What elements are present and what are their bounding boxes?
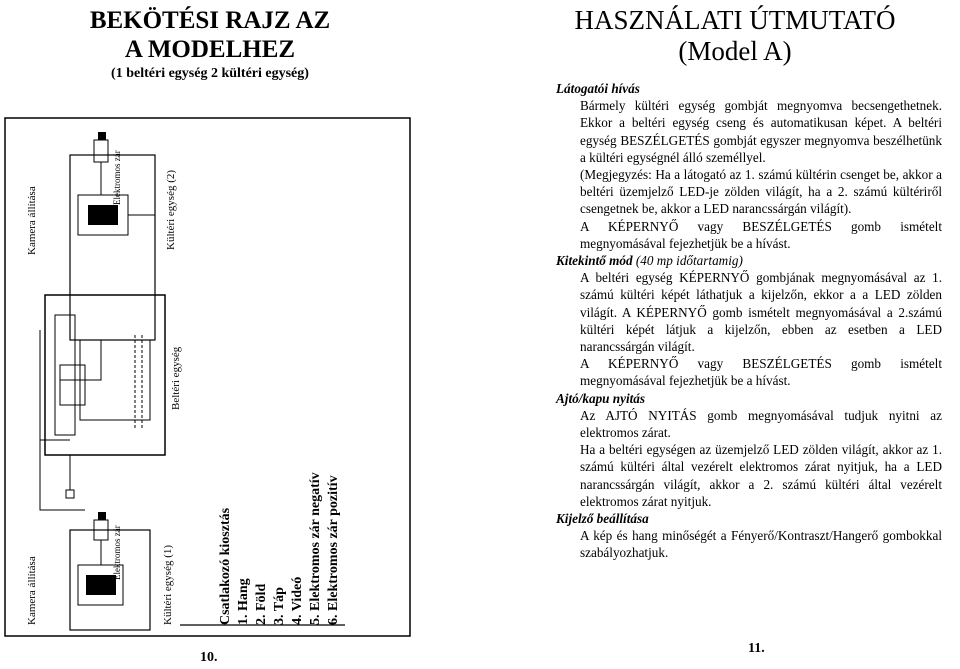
section-paragraph: A KÉPERNYŐ vagy BESZÉLGETÉS gomb ismételt megnyomásával fejezhetjük be a hívást. xyxy=(580,218,942,251)
section-heading: Kitekintő mód xyxy=(556,253,633,269)
section-visitor-call xyxy=(556,80,942,252)
manual-title: HASZNÁLATI ÚTMUTATÓ xyxy=(574,5,896,35)
label-lock-top: Elektromos zár xyxy=(112,150,122,205)
wiring-title-line-1: BEKÖTÉSI RAJZ AZ xyxy=(89,7,331,34)
label-lock-bottom: Elektromos zár xyxy=(112,525,122,580)
electric-lock-top xyxy=(94,132,108,195)
section-paragraph: Az AJTÓ NYITÁS gomb megnyomásával tudjuk nyitni az elektromos zárat. xyxy=(580,407,942,441)
page-number-right: 11. xyxy=(748,641,765,656)
wiring-title-line-2: A MODELHEZ xyxy=(124,36,296,63)
section-paragraph: A kép és hang minőségét a Fényerő/Kontraszt/Hangerő gombokkal szabályozhatjuk. xyxy=(580,528,942,561)
connector-item-5: 5. Elektromos zár negatív xyxy=(308,472,323,625)
connector-title: Csatlakozó kiosztás xyxy=(218,507,233,625)
section-heading: Látogatói hívás xyxy=(556,81,640,96)
right-page xyxy=(480,0,960,669)
wiring-drawing xyxy=(0,110,420,640)
section-paragraph: A beltéri egység KÉPERNYŐ gombjának megnyomásával az 1. számú kültéri képét láthatjuk a kijelzőn, ekkor a a LED zölden világít. A KÉPERNYŐ gomb ismételt megnyomásával a 2.számú kültéri képét látjuk a kijelzőn, ebben az esetben a LED narancssárgán világít. xyxy=(580,270,942,355)
section-heading: Kijelző beállítása xyxy=(556,511,649,527)
label-outdoor-unit-2: Kültéri egység (2) xyxy=(165,169,177,250)
connector-item-1: 1. Hang xyxy=(236,578,251,625)
page-number-left: 10. xyxy=(200,650,218,665)
indoor-unit-box xyxy=(45,295,165,455)
section-paragraph: (Megjegyzés: Ha a látogató az 1. számú kültérin csenget be, akkor a beltéri üzemjelző LED-je zölden világít, ha a 2. számú kültériről csengetnek be, akkor a LED narancssárgán világít). xyxy=(580,167,942,217)
section-heading-suffix: (40 mp időtartamig) xyxy=(632,253,743,269)
section-paragraph: Ha a beltéri egységen az üzemjelző LED zölden világít, akkor az 1. számú kültéri által vezérelt elektromos zárat nyitjuk, ha a LED narancssárgán világít, akkor a 2. számú kültéri által vezérelt elektromos zárat nyitjuk. xyxy=(580,442,942,509)
manual-subtitle: (Model A) xyxy=(678,36,792,66)
label-camera-adjust-top: Kamera állítása xyxy=(26,186,38,255)
section-heading-row xyxy=(556,252,942,269)
section-door-open xyxy=(556,390,942,510)
manual-body xyxy=(556,80,942,562)
connector-item-6: 6. Elektromos zár pozitív xyxy=(326,475,341,625)
connector-item-4: 4. Videó xyxy=(290,576,305,625)
section-display-settings xyxy=(556,510,942,562)
section-paragraph: A KÉPERNYŐ vagy BESZÉLGETÉS gomb ismételt megnyomásával fejezhetjük be a hívást. xyxy=(580,356,942,389)
label-indoor-unit: Beltéri egység xyxy=(170,346,182,410)
section-paragraph: Bármely kültéri egység gombját megnyomva becsengethetnek. Ekkor a beltéri egység cseng és automatikusan képet. A beltéri egység BESZÉLGETÉS gombját egyszer megnyomva beszélhetünk a kültéri egységnél álló személlyel. xyxy=(580,98,942,165)
connector-item-2: 2. Föld xyxy=(254,583,269,625)
wiring-diagram xyxy=(0,110,420,640)
outdoor-unit-1-box xyxy=(70,530,150,630)
section-monitor-mode xyxy=(556,252,942,390)
label-outdoor-unit-1: Kültéri egység (1) xyxy=(162,544,174,625)
section-heading: Ajtó/kapu nyitás xyxy=(556,390,646,406)
label-camera-adjust-bottom: Kamera állítása xyxy=(26,556,38,625)
connector-item-3: 3. Táp xyxy=(272,587,287,625)
wiring-subtitle: (1 beltéri egység 2 kültéri egység) xyxy=(111,66,309,81)
electric-lock-bottom xyxy=(94,512,108,565)
